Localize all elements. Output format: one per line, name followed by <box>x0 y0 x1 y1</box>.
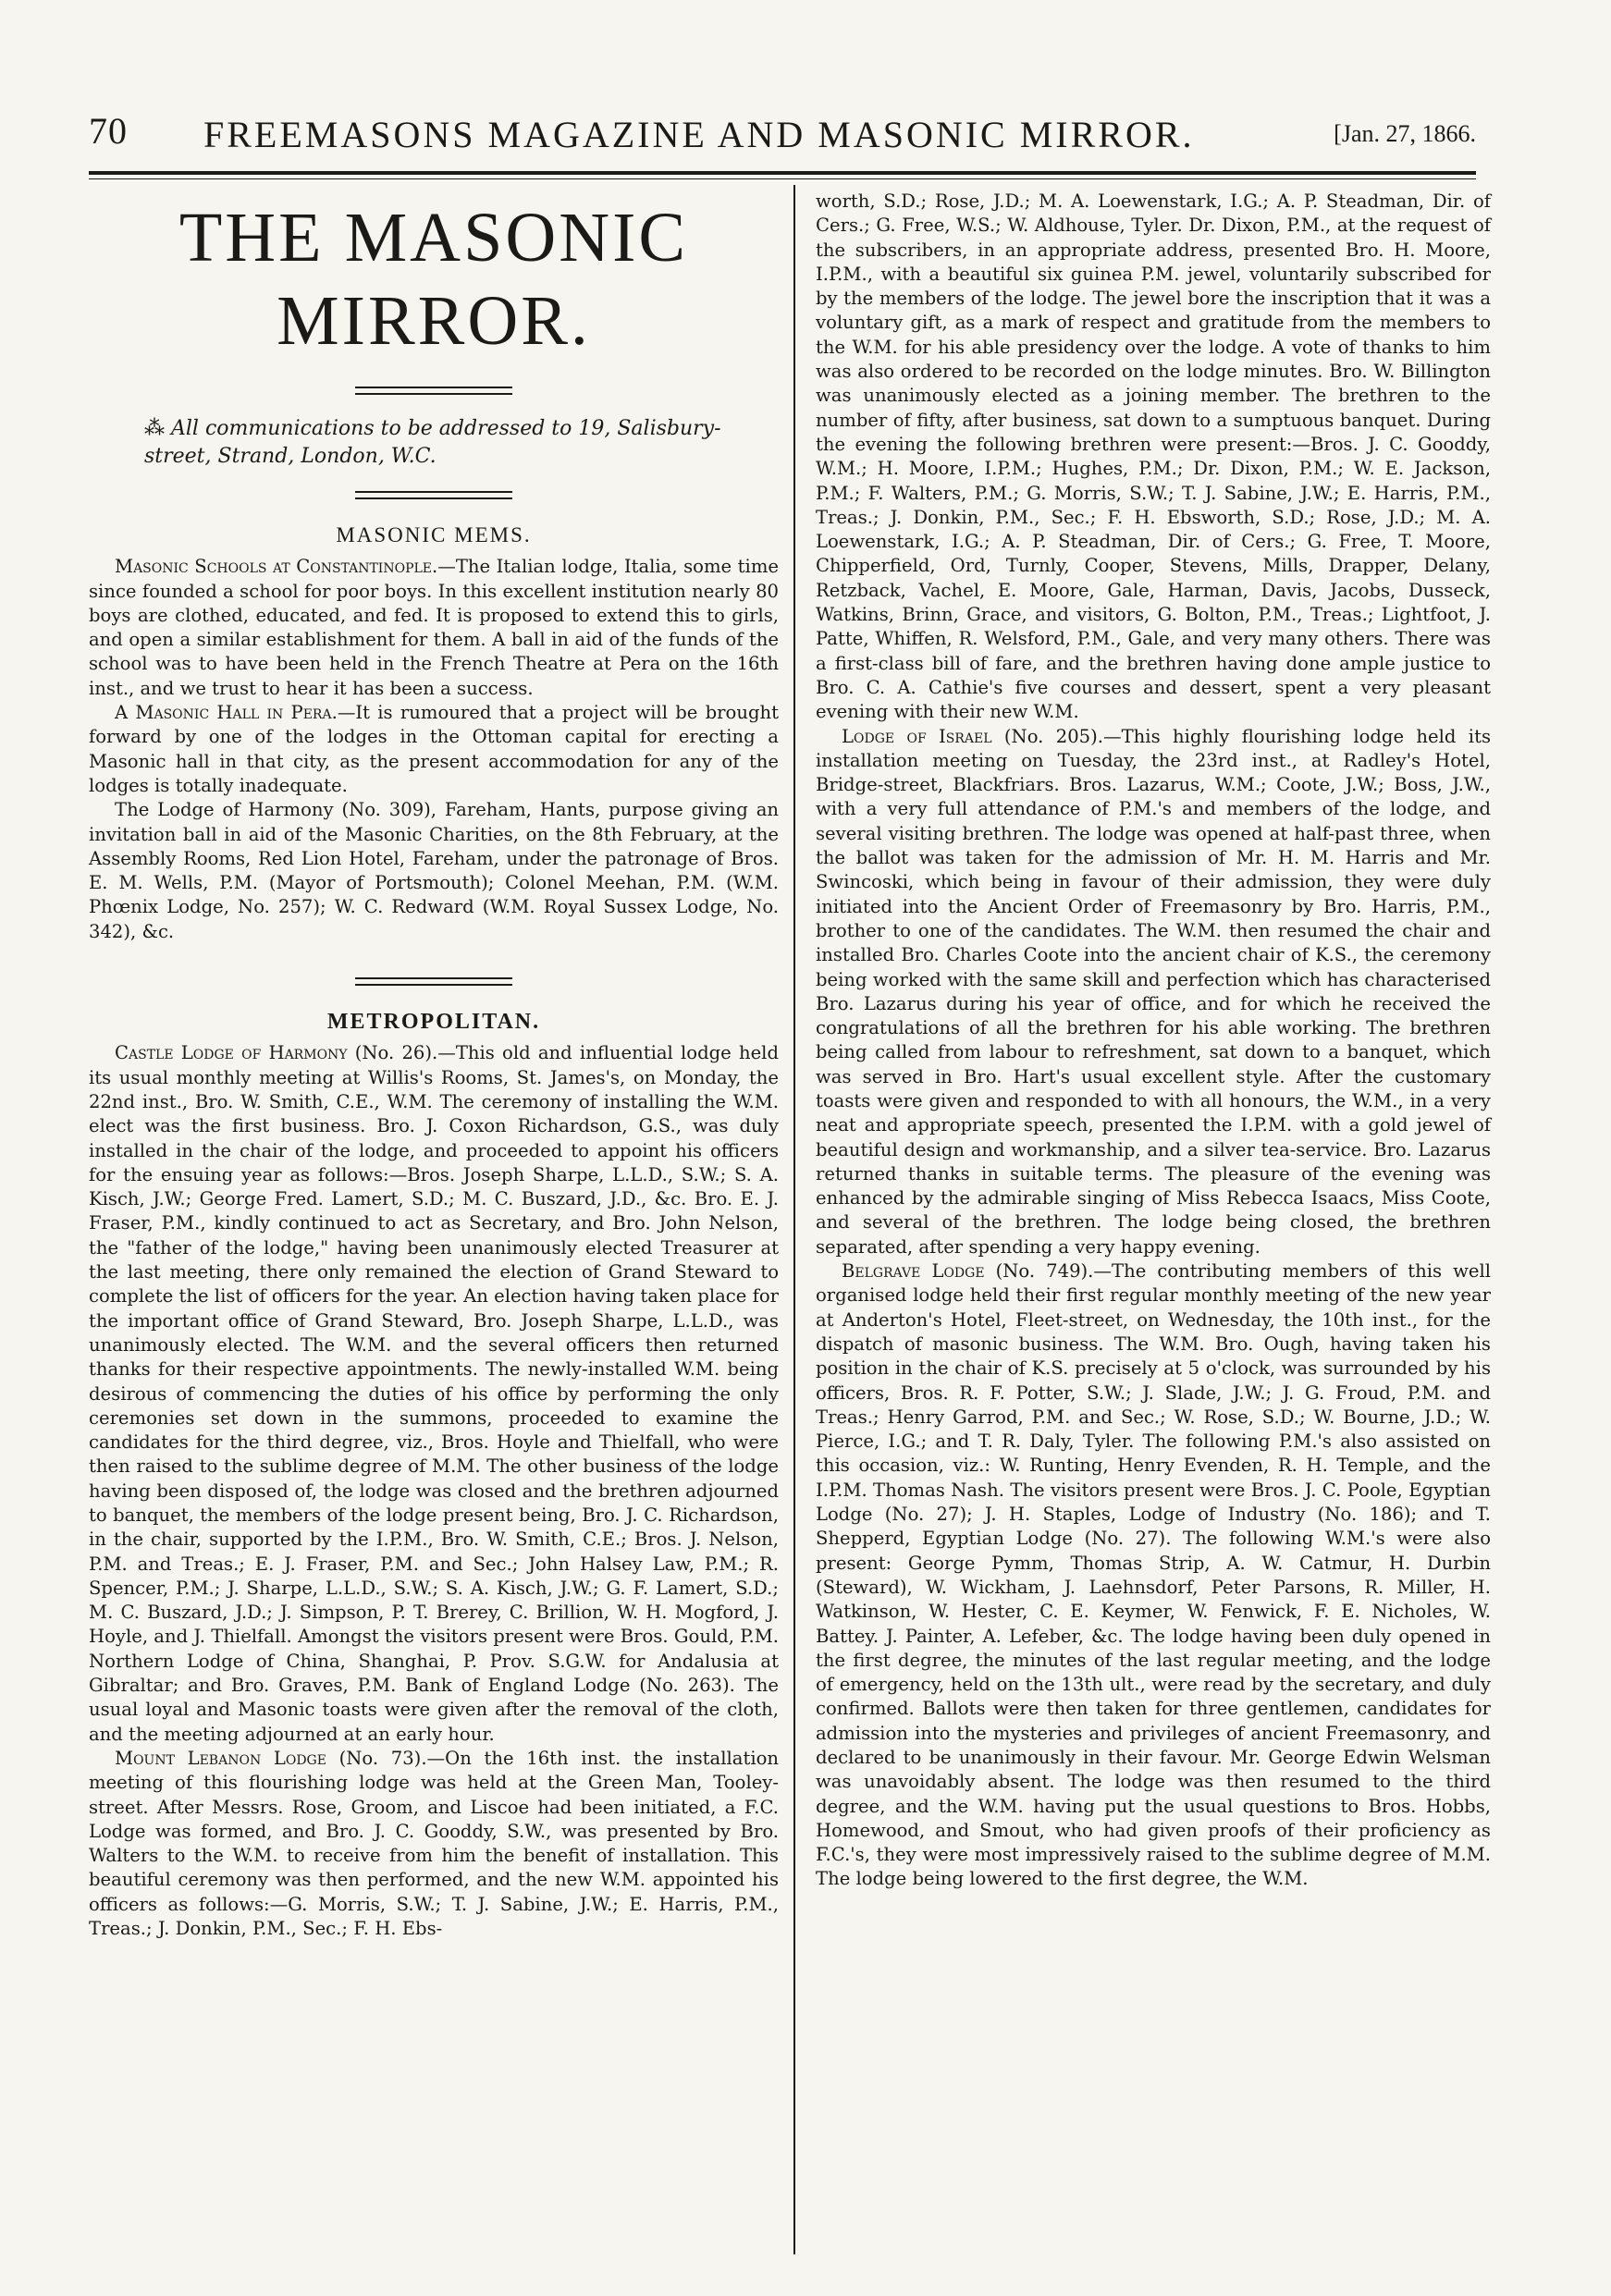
article-paragraph: Masonic Schools at Constantinople.—The Italian lodge, Italia, some time since founded a school for poor boys. In this excellent institution nearly 80 boys are clothed, educated, and fed. It is proposed to extend this to girls, and open a similar establishment for them. A ball in aid of the funds of the school was to have been held in the French Theatre at Pera on the 16th inst., and we trust to hear it has been a success. <box>89 556 779 699</box>
article-paragraph: Lodge of Israel (No. 205).—This highly flourishing lodge held its installation meeting on Tuesday, the 23rd inst., at Radley's Hotel, Bridge-street, Blackfriars. Bros. Lazarus, W.M.; Coote, J.W.; Boss, J.W., with a very full attendance of P.M.'s and members of the lodge, and several visiting brethren. The lodge was opened at half-past three, when the ballot was taken for the admission of Mr. H. M. Harris and Mr. Swincoski, which being in favour of their admission, they were duly initiated into the Ancient Order of Freemasonry by Bro. Harris, P.M., brother to one of the candidates. The W.M. then resumed the chair and installed Bro. Charles Coote into the ancient chair of K.S., the ceremony being worked with the same skill and perfection which has characterised Bro. Lazarus during his year of office, and for which he received the congratulations of all the brethren for his able working. The brethren being called from labour to refreshment, sat down to a banquet, which was served in Bro. Hart's usual excellent style. After the customary toasts were given and responded to with all honours, the W.M., in a very neat and appropriate speech, presented the I.P.M. with a gold jewel of beautiful design and workmanship, and a silver tea-service. Bro. Lazarus returned thanks in suitable terms. The pleasure of the evening was enhanced by the admirable singing of Miss Rebecca Isaacs, Miss Coote, and several of the brethren. The lodge being closed, the brethren separated, after spending a very happy evening. <box>816 725 1492 1258</box>
ornamental-rule <box>89 968 779 995</box>
paragraph-lead: A Masonic Hall in Pera. <box>115 702 338 724</box>
ornamental-rule <box>89 482 779 509</box>
masthead: THE MASONIC MIRROR. <box>178 199 689 360</box>
header-rule <box>89 171 1476 175</box>
issue-date: [Jan. 27, 1866. <box>1334 120 1476 147</box>
left-column <box>89 196 779 1941</box>
paragraph-lead: Lodge of Israel <box>842 725 992 747</box>
section-heading-metropolitan: METROPOLITAN. <box>326 1010 541 1035</box>
contact-notice: ⁂ All communications to be addressed to 19, Salisbury-street, Strand, London, W.C. <box>144 417 721 468</box>
section-heading-mems: MASONIC MEMS. <box>336 523 532 546</box>
ornamental-rule <box>89 377 779 404</box>
article-paragraph: Mount Lebanon Lodge (No. 73).—On the 16th inst. the installation meeting of this flourishing lodge was held at the Green Man, Tooley-street. After Messrs. Rose, Groom, and Liscoe had been initiated, a F.C. Lodge was formed, and Bro. J. C. Gooddy, S.W., was presented by Bro. Walters to the W.M. to receive from him the benefit of installation. This beautiful ceremony was then performed, and the new W.M. appointed his officers as follows:—G. Morris, S.W.; T. J. Sabine, J.W.; E. Harris, P.M., Treas.; J. Donkin, P.M., Sec.; F. H. Ebs- <box>89 1747 780 1940</box>
running-title: FREEMASONS MAGAZINE AND MASONIC MIRROR. <box>203 114 1195 155</box>
article-paragraph: The Lodge of Harmony (No. 309), Fareham, Hants, purpose giving an invitation ball in aid of the Masonic Charities, on the 8th February, at the Assembly Rooms, Red Lion Hotel, Fareham, under the patronage of Bros. E. M. Wells, P.M. (Mayor of Portsmouth); Colonel Meehan, P.M. (W.M. Phœnix Lodge, No. 257); W. C. Redward (W.M. Royal Sussex Lodge, No. 342), &c. <box>89 799 779 942</box>
paragraph-lead: Belgrave Lodge <box>842 1260 985 1283</box>
article-paragraph: A Masonic Hall in Pera.—It is rumoured that a project will be brought forward by one of the lodges in the Ottoman capital for erecting a Masonic hall in that city, as the present accommodation for any of the lodges is totally inadequate. <box>89 702 779 796</box>
header-rule-thin <box>89 178 1476 179</box>
article-paragraph: worth, S.D.; Rose, J.D.; M. A. Loewenstark, I.G.; A. P. Steadman, Dir. of Cers.; G. Free, W.S.; W. Aldhouse, Tyler. Dr. Dixon, P.M., at the request of the subscribers, in an appropriate address, presented Bro. H. Moore, I.P.M., with a beautiful six guinea P.M. jewel, voluntarily subscribed for by the members of the lodge. The jewel bore the inscription that it was a voluntary gift, as a mark of respect and gratitude from the members to the W.M. for his able presidency over the lodge. A vote of thanks to him was also ordered to be recorded on the lodge minutes. Bro. W. Billington was unanimously elected as a joining member. The brethren to the number of fifty, after business, sat down to a sumptuous banquet. During the evening the following brethren were present:—Bros. J. C. Gooddy, W.M.; H. Moore, I.P.M.; Hughes, P.M.; Dr. Dixon, P.M.; W. E. Jackson, P.M.; F. Walters, P.M.; G. Morris, S.W.; T. J. Sabine, J.W.; E. Harris, P.M., Treas.; J. Donkin, P.M., Sec.; F. H. Ebsworth, S.D.; Rose, J.D.; M. A. Loewenstark, I.G.; A. P. Steadman, Dir. of Cers.; G. Free, T. Moore, Chipperfield, Ord, Turnly, Cooper, Stevens, Mills, Drapper, Delany, Retzback, Vachel, E. Moore, Gale, Harman, Davis, Jacobs, Dusseck, Watkins, Brinn, Grace, and visitors, G. Bolton, P.M., Treas.; Lightfoot, J. Patte, Whiffen, R. Welsford, P.M., Gale, and very many others. There was a first-class bill of fare, and the brethren having done ample justice to Bro. C. A. Cathie's five courses and dessert, spent a very pleasant evening with their new W.M. <box>816 190 1491 723</box>
paragraph-lead: Castle Lodge of Harmony <box>115 1042 348 1064</box>
page-number: 70 <box>89 110 128 152</box>
right-column <box>816 190 1491 1892</box>
paragraph-lead: Masonic Schools at Constantinople. <box>115 556 438 578</box>
article-paragraph: Belgrave Lodge (No. 749).—The contributing members of this well organised lodge held their first regular monthly meeting of the new year at Anderton's Hotel, Fleet-street, on Wednesday, the 10th inst., for the dispatch of masonic business. The W.M. Bro. Ough, having taken his position in the chair of K.S. precisely at 5 o'clock, was surrounded by his officers, Bros. R. F. Potter, S.W.; J. Slade, J.W.; J. G. Froud, P.M. and Treas.; Henry Garrod, P.M. and Sec.; W. Rose, S.D.; W. Bourne, J.D.; W. Pierce, I.G.; and T. R. Daly, Tyler. The following P.M.'s also assisted on this occasion, viz.: W. Runting, Henry Evenden, R. H. Temple, and the I.P.M. Thomas Nash. The visitors present were Bros. J. C. Poole, Egyptian Lodge (No. 27); J. H. Staples, Lodge of Industry (No. 186); and T. Shepperd, Egyptian Lodge (No. 27). The following W.M.'s were also present: George Pymm, Thomas Strip, A. W. Catmur, H. Durbin (Steward), W. Wickham, J. Laehnsdorf, Peter Parsons, R. Miller, H. Watkinson, W. Hester, C. E. Keymer, W. Fenwick, F. E. Nicholes, W. Battey. J. Painter, A. Lefeber, &c. The lodge having been duly opened in the first degree, the minutes of the last regular meeting, and the lodge of emergency, held on the 13th ult., were read by the secretary, and duly confirmed. Ballots were then taken for three gentlemen, candidates for admission into the mysteries and privileges of ancient Freemasonry, and declared to be unanimously in their favour. Mr. George Edwin Welsman was unavoidably absent. The lodge was then resumed to the third degree, and the W.M. having put the usual questions to Bros. Hobbs, Homewood, and Smout, who had given proofs of their proficiency as F.C.'s, they were most impressively raised to the sublime degree of M.M. The lodge being lowered to the first degree, the W.M. <box>816 1260 1491 1890</box>
article-paragraph: Castle Lodge of Harmony (No. 26).—This old and influential lodge held its usual monthly meeting at Willis's Rooms, St. James's, on Monday, the 22nd inst., Bro. W. Smith, C.E., W.M. The ceremony of installing the W.M. elect was the first business. Bro. J. Coxon Richardson, G.S., was duly installed in the chair of the lodge, and proceeded to appoint his officers for the ensuing year as follows:—Bros. Joseph Sharpe, L.L.D., S.W.; S. A. Kisch, J.W.; George Fred. Lamert, S.D.; M. C. Buszard, J.D., &c. Bro. E. J. Fraser, P.M., kindly continued to act as Secretary, and Bro. John Nelson, the "father of the lodge," having been unanimously elected Treasurer at the last meeting, there only remained the election of Grand Steward to complete the list of officers for the year. An election having taken place for the important office of Grand Steward, Bro. Joseph Sharpe, L.L.D., was unanimously elected. The W.M. and the several officers then returned thanks for their respective appointments. The newly-installed W.M. being desirous of commencing the duties of his office by performing the only ceremonies set down in the summons, proceeded to examine the candidates for the third degree, viz., Bros. Hoyle and Thielfall, who were then raised to the sublime degree of M.M. The other business of the lodge having been disposed of, the lodge was closed and the brethren adjourned to banquet, the members of the lodge present being, Bro. J. C. Richardson, in the chair, supported by the I.P.M., Bro. W. Smith, C.E.; Bros. J. Nelson, P.M. and Treas.; E. J. Fraser, P.M. and Sec.; John Halsey Law, P.M.; R. Spencer, P.M.; J. Sharpe, L.L.D., S.W.; S. A. Kisch, J.W.; G. F. Lamert, S.D.; M. C. Buszard, J.D.; J. Simpson, P. T. Brerey, C. Brillion, W. H. Mogford, J. Hoyle, and J. Thielfall. Amongst the visitors present were Bros. Gould, P.M. Northern Lodge of China, Shanghai, P. Prov. S.G.W. for Andalusia at Gibraltar; and Bro. Graves, P.M. Bank of England Lodge (No. 263). The usual loyal and Masonic toasts were given after the removal of the cloth, and the meeting adjourned at an early hour. <box>89 1042 779 1745</box>
column-divider <box>793 185 795 2254</box>
paragraph-lead: Mount Lebanon Lodge <box>115 1747 326 1769</box>
page-header <box>89 109 1476 165</box>
